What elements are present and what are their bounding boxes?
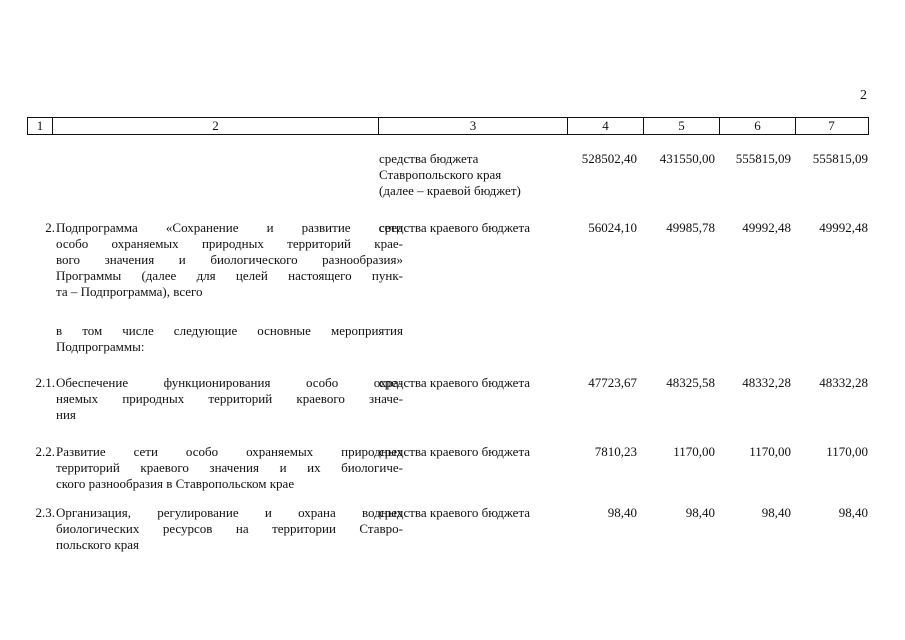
header-col-2: 2 (53, 118, 379, 134)
source-line: средства краевого бюджета (379, 444, 531, 459)
value-col-4: 98,40 (607, 505, 637, 520)
source-line: (далее – краевой бюджет) (379, 183, 521, 198)
header-col-3: 3 (379, 118, 568, 134)
name-line: биологических ресурсов на территории Ставро- (56, 521, 403, 536)
item-name (56, 505, 403, 553)
funding-source (379, 375, 569, 391)
value-col-7: 49992,48 (819, 220, 868, 235)
name-line: вого значения и биологического разнообразия» (56, 252, 403, 267)
name-line: Организация, регулирование и охрана водных (56, 505, 403, 520)
name-line: в том числе следующие основные мероприятия (56, 323, 403, 338)
name-line: территорий краевого значения и их биологиче- (56, 460, 403, 475)
source-line: средства краевого бюджета (379, 505, 531, 520)
name-line: Программы (далее для целей настоящего пунк- (56, 268, 403, 283)
name-line: та – Подпрограмма), всего (56, 284, 203, 299)
source-line: Ставропольского края (379, 167, 502, 182)
value-col-6: 1170,00 (749, 444, 791, 459)
header-col-6: 6 (720, 118, 796, 134)
name-line: особо охраняемых природных территорий крае- (56, 236, 403, 251)
name-line: Обеспечение функционирования особо охра- (56, 375, 403, 390)
header-col-4: 4 (568, 118, 644, 134)
item-name (56, 444, 403, 492)
value-col-7: 98,40 (838, 505, 868, 520)
source-line: средства краевого бюджета (379, 375, 531, 390)
header-col-7: 7 (828, 118, 835, 133)
funding-source (379, 505, 569, 521)
value-col-7: 555815,09 (812, 151, 868, 166)
name-line: ского разнообразия в Ставропольском крае (56, 476, 295, 491)
item-name (56, 375, 403, 423)
row-number: 2.2. (35, 444, 55, 459)
name-line: няемых природных территорий краевого значе- (56, 391, 403, 406)
value-col-5: 98,40 (685, 505, 715, 520)
page-number: 2 (860, 88, 867, 103)
value-col-5: 1170,00 (673, 444, 715, 459)
value-col-5: 49985,78 (666, 220, 715, 235)
value-col-7: 1170,00 (826, 444, 868, 459)
name-line: Подпрограмма «Сохранение и развитие сети (56, 220, 403, 235)
value-col-6: 98,40 (761, 505, 791, 520)
value-col-4: 528502,40 (581, 151, 637, 166)
name-line: ния (56, 407, 76, 422)
table-header (27, 117, 869, 135)
source-line: средства бюджета (379, 151, 479, 166)
value-col-6: 48332,28 (742, 375, 791, 390)
funding-source (379, 444, 569, 460)
value-col-7: 48332,28 (819, 375, 868, 390)
value-col-6: 555815,09 (735, 151, 791, 166)
row-number: 2. (45, 220, 55, 235)
funding-source (379, 151, 569, 199)
source-line: средства краевого бюджета (379, 220, 531, 235)
name-line: Подпрограммы: (56, 339, 145, 354)
header-col-1: 1 (28, 118, 53, 134)
item-name (56, 220, 403, 300)
value-col-4: 47723,67 (588, 375, 637, 390)
header-col-5: 5 (644, 118, 720, 134)
value-col-5: 431550,00 (659, 151, 715, 166)
item-name (56, 323, 403, 355)
name-line: польского края (56, 537, 139, 552)
value-col-4: 7810,23 (594, 444, 637, 459)
value-col-6: 49992,48 (742, 220, 791, 235)
name-line: Развитие сети особо охраняемых природных (56, 444, 403, 459)
value-col-4: 56024,10 (588, 220, 637, 235)
row-number: 2.3. (35, 505, 55, 520)
funding-source (379, 220, 569, 236)
value-col-5: 48325,58 (666, 375, 715, 390)
row-number: 2.1. (35, 375, 55, 390)
